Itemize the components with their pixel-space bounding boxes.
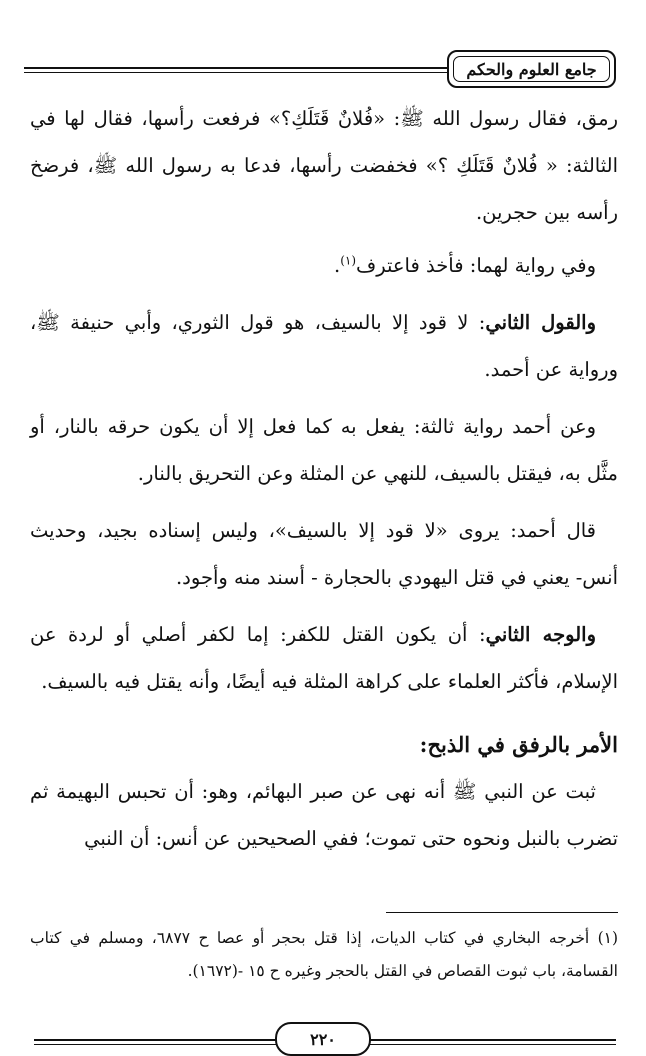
paragraph-2-end: . [334, 254, 341, 277]
page-number-text: ٢٢٠ [310, 1029, 336, 1049]
section-heading-colon: : [419, 732, 428, 757]
paragraph-5: قال أحمد: يروى «لا قود إلا بالسيف»، وليس إسناده بجيد، وحديث أنس- يعني في قتل اليهودي بالحجارة - أسند منه وأجود. [30, 519, 618, 589]
running-header-book-title [447, 50, 616, 88]
paragraph-2-text: وفي رواية لهما: فأخذ فاعترف [356, 254, 596, 277]
section-heading-text: الأمر بالرفق في الذبح [427, 732, 618, 757]
paragraph-3 [30, 299, 618, 393]
paragraph-6 [30, 611, 618, 705]
paragraph-2 [30, 242, 618, 289]
footnotes [30, 922, 618, 988]
paragraph-1: رمق، فقال رسول الله ﷺ: «فُلانٌ قَتَلَكِ؟» فرفعت رأسها، فقال لها في الثالثة: « فُلانٌ قَتَلَكِ ؟» فخفضت رأسها، فدعا به رسول الله ﷺ، فرضخ رأسه بين حجرين. [30, 107, 618, 224]
paragraph-7: ثبت عن النبي ﷺ أنه نهى عن صبر البهائم، وهو: أن تحبس البهيمة ثم تضرب بالنبل ونحوه حتى تموت؛ ففي الصحيحين عن أنس: أن النبي [30, 780, 618, 850]
paragraph-6-text: : أن يكون القتل للكفر: إما لكفر أصلي أو لردة عن الإسلام، فأكثر العلماء على كراهة المثلة فيه أيضًا، وأنه يقتل فيه بالسيف. [30, 623, 618, 693]
paragraph-6-lead: والوجه الثاني [485, 623, 596, 646]
footnote-ref-1: (١) [340, 253, 357, 268]
section-heading [30, 721, 618, 768]
paragraph-4: وعن أحمد رواية ثالثة: يفعل به كما فعل إلا أن يكون حرقه بالنار، أو مثَّل به، فيقتل بالسيف، للنهي عن المثلة وعن التحريق بالنار. [30, 415, 618, 485]
footnote-separator [386, 912, 618, 913]
book-title: جامع العلوم والحكم [466, 59, 597, 79]
footnote-1: (١) أخرجه البخاري في كتاب الديات، إذا قتل بحجر أو عصا ح ٦٨٧٧، ومسلم في كتاب القسامة، باب ثبوت القصاص في القتل بالحجر وغيره ح ١٥ -(١٦٧٢). [30, 929, 619, 980]
page-body [30, 95, 618, 868]
paragraph-3-text: : لا قود إلا بالسيف، هو قول الثوري، وأبي حنيفة ﷺ، ورواية عن أحمد. [30, 311, 618, 381]
paragraph-3-lead: والقول الثاني [485, 311, 596, 334]
